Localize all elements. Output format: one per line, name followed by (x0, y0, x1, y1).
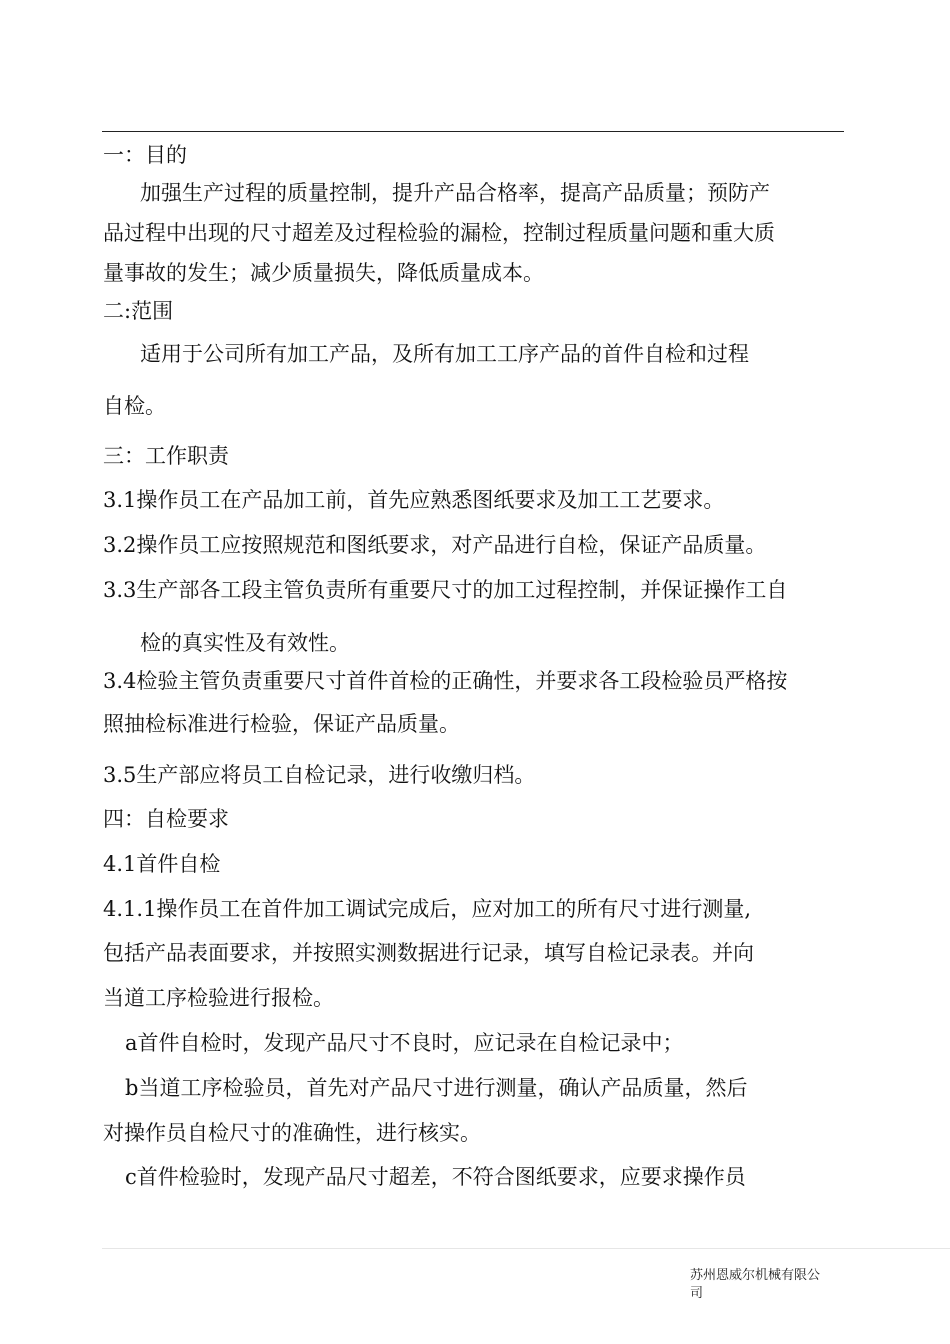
section-heading-scope: 二:范围 (103, 299, 174, 323)
list-item-3-4: 3.4检验主管负责重要尺寸首件首检的正确性，并要求各工段检验员严格按 (103, 669, 788, 693)
paragraph-line: 包括产品表面要求，并按照实测数据进行记录，填写自检记录表。并向 (103, 941, 754, 965)
list-item-c: c首件检验时，发现产品尺寸超差，不符合图纸要求，应要求操作员 (125, 1165, 746, 1189)
paragraph-line: 对操作员自检尺寸的准确性，进行核实。 (103, 1121, 481, 1145)
paragraph-line: 量事故的发生；减少质量损失，降低质量成本。 (103, 261, 544, 285)
section-heading-purpose: 一：目的 (103, 143, 187, 167)
paragraph-line: 自检。 (103, 394, 166, 418)
list-item-b: b当道工序检验员，首先对产品尺寸进行测量，确认产品质量，然后 (125, 1076, 748, 1100)
paragraph-line: 加强生产过程的质量控制，提升产品合格率，提高产品质量；预防产 (140, 181, 770, 205)
list-item-3-5: 3.5生产部应将员工自检记录，进行收缴归档。 (103, 763, 536, 787)
footer-rule (102, 1248, 950, 1249)
section-heading-duties: 三：工作职责 (103, 444, 229, 468)
section-heading-self-inspection: 四：自检要求 (103, 807, 229, 831)
company-footer (690, 1267, 850, 1303)
footer-line: 司 (690, 1286, 704, 1301)
paragraph-line: 品过程中出现的尺寸超差及过程检验的漏检，控制过程质量问题和重大质 (103, 221, 775, 245)
header-rule (102, 131, 844, 132)
list-item-3-1: 3.1操作员工在产品加工前，首先应熟悉图纸要求及加工工艺要求。 (103, 488, 725, 512)
list-item-3-3: 3.3生产部各工段主管负责所有重要尺寸的加工过程控制，并保证操作工自 (103, 578, 788, 602)
paragraph-line: 当道工序检验进行报检。 (103, 986, 334, 1010)
list-item-continuation: 照抽检标准进行检验，保证产品质量。 (103, 712, 460, 736)
subsection-heading-4-1: 4.1首件自检 (103, 852, 221, 876)
list-item-continuation: 检的真实性及有效性。 (140, 631, 350, 655)
paragraph-line: 适用于公司所有加工产品，及所有加工工序产品的首件自检和过程 (140, 342, 749, 366)
footer-line: 苏州恩威尔机械有限公 (690, 1268, 821, 1283)
list-item-4-1-1: 4.1.1操作员工在首件加工调试完成后，应对加工的所有尺寸进行测量, (103, 897, 752, 921)
list-item-3-2: 3.2操作员工应按照规范和图纸要求，对产品进行自检，保证产品质量。 (103, 533, 767, 557)
list-item-a: a首件自检时，发现产品尺寸不良时，应记录在自检记录中； (125, 1031, 684, 1055)
